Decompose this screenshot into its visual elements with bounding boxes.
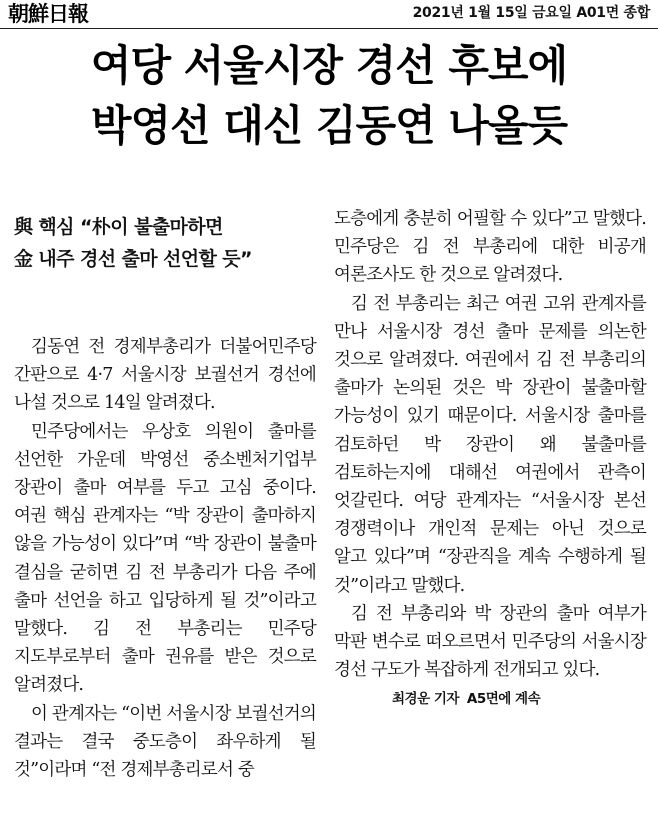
headline-line-1: 여당 서울시장 경선 후보에 [90, 41, 568, 90]
byline-row [334, 684, 646, 713]
headline [0, 36, 658, 156]
headline-line-2: 박영선 대신 김동연 나올듯 [90, 101, 568, 150]
subheadline-line-2: 金 내주 경선 출마 선언할 듯” [14, 248, 252, 270]
reporter-byline: 최경운 기자 [392, 691, 459, 708]
continued-on-page: A5면에 계속 [466, 691, 541, 708]
subheadline [14, 211, 316, 275]
article-paragraph: 이 관계자는 “이번 서울시장 보궐선거의 결과는 결국 중도층이 좌우하게 될 것”이라며 “전 경제부총리로서 중 [14, 703, 316, 781]
subheadline-line-1: 與 핵심 “朴이 불출마하면 [14, 216, 223, 238]
article-paragraph: 민주당에서는 우상호 의원이 출마를 선언한 가운데 박영선 중소벤처기업부 장관이 출마 여부를 두고 고심 중이다. 여권 핵심 관계자는 “박 장관이 출마하지 않을 가능성이 있다”며 “박 장관이 불출마 결심을 굳히면 김 전 부총리가 다음 주에 출마 선언을 하고 입당하게 될 것”이라고 말했다. 김 전 부총리는 민주당 지도부로부터 출마 권유를 받은 것으로 알려졌다. [14, 421, 316, 696]
article-paragraph: 도층에게 충분히 어필할 수 있다”고 말했다. 민주당은 김 전 부총리에 대한 비공개 여론조사도 한 것으로 알려졌다. [334, 209, 646, 286]
article-paragraph: 김 전 부총리와 박 장관의 출마 여부가 막판 변수로 떠오르면서 민주당의 서울시장 경선 구도가 복잡하게 전개되고 있다. [334, 603, 646, 681]
article-paragraph: 김동연 전 경제부총리가 더불어민주당 간판으로 4·7 서울시장 보궐선거 경선에 나설 것으로 14일 알려졌다. [14, 337, 316, 414]
article-paragraph: 김 전 부총리는 최근 여권 고위 관계자를 만나 서울시장 경선 출마 문제를 의논한 것으로 알려졌다. 여권에서 김 전 부총리의 출마가 논의된 것은 박 장관이 불출마할 가능성이 있기 때문이다. 서울시장 출마를 검토하던 박 장관이 왜 불출마를 검토하는지에 대해선 여권에서 관측이 엇갈린다. 여당 관계자는 “서울시장 본선 경쟁력이나 개인적 문제는 아닌 것으로 알고 있다”며 “장관직을 계속 수행하게 될 것”이라고 말했다. [334, 293, 646, 596]
masthead [0, 0, 658, 29]
issue-date-page: 2021년 1월 15일 금요일 A01면 종합 [412, 5, 650, 21]
article-column-right [334, 205, 646, 714]
article-column-left [14, 205, 316, 784]
newspaper-logo: 朝鮮日報 [8, 1, 88, 26]
subhead-spacer [14, 275, 316, 333]
